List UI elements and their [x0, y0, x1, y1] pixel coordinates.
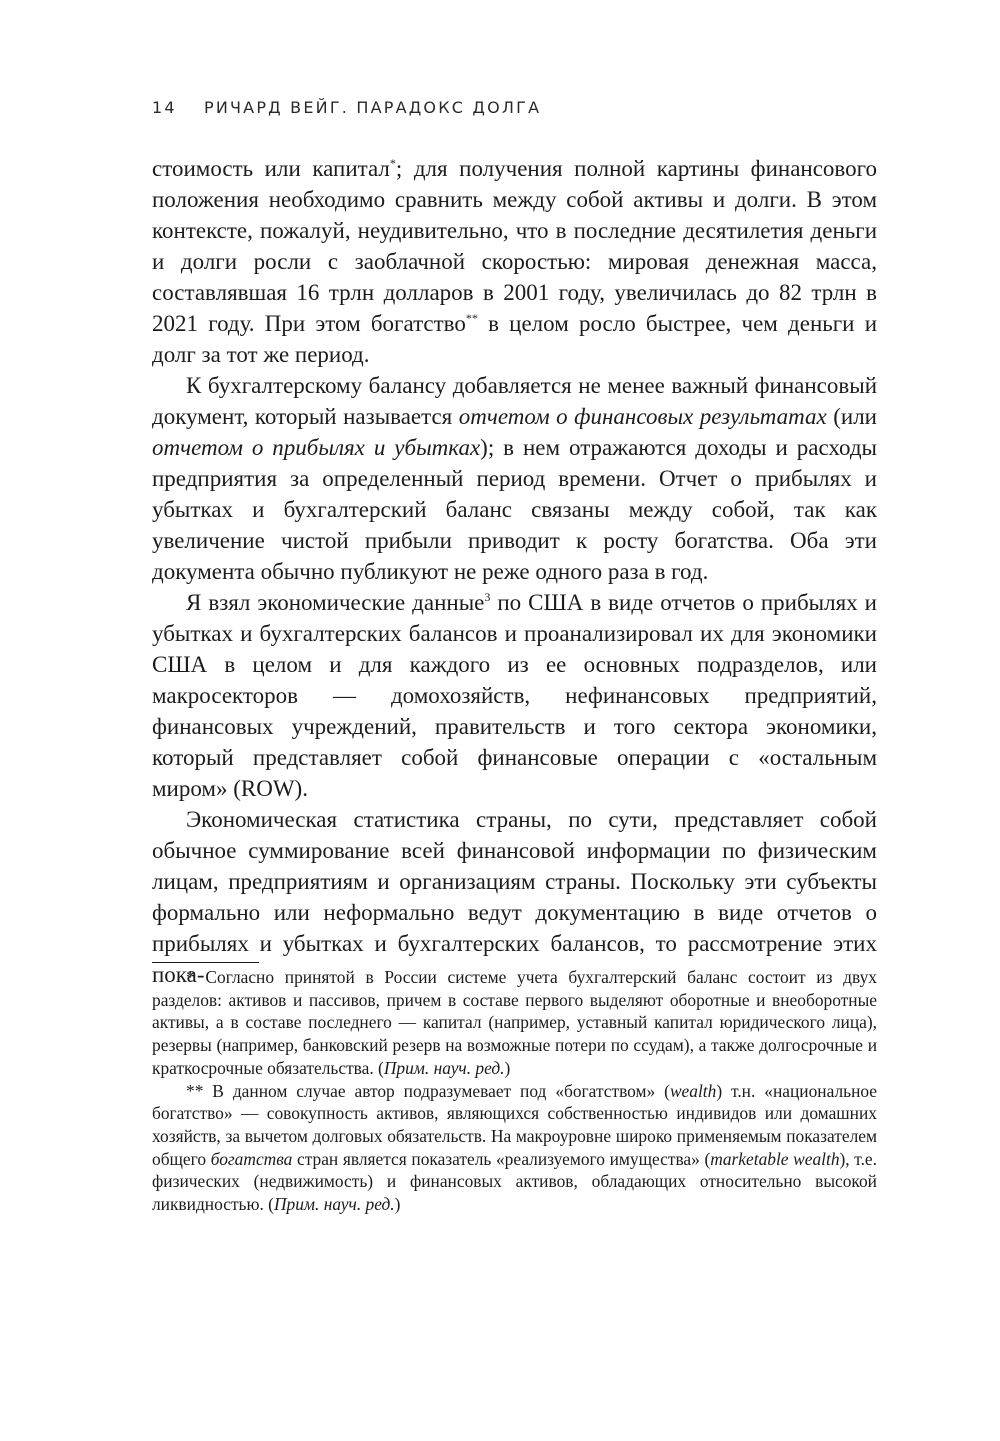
- footnote-divider: [152, 962, 259, 963]
- paragraph-2: [152, 370, 877, 587]
- paragraph-3: [152, 587, 877, 804]
- paragraph-4: [152, 804, 877, 990]
- text-run: ; для получения полной картины финансового положения необходимо сравнить между собой активы и долги. В этом контексте, пожалуй, неудивительно, что в последние десятилетия деньги и долги росли с заоблачной скоростью: мировая денежная масса, составлявшая 16 трлн долларов в 2001 году, увеличилась до 82 трлн в 2021 году. При этом богатство: [152, 156, 877, 336]
- italic-term: богатства: [210, 1148, 293, 1169]
- footnote-2: [152, 1080, 877, 1216]
- text-run: по США в виде отчетов о прибылях и убытках и бухгалтерских балансов и проанализировал их для экономики США в целом и для каждого из ее основных подразделов, или макросекторов — домохозяйств, нефинансовых предприятий, финансовых учреждений, правительств и того сектора экономики, который представляет собой финансовые операции с «остальным миром» (ROW).: [152, 590, 877, 801]
- endnote-marker: 3: [484, 590, 491, 604]
- italic-term: Прим. науч. ред.: [273, 1194, 395, 1215]
- page-number: 14: [152, 98, 177, 117]
- italic-term: отчетом о прибылях и убытках: [152, 435, 481, 460]
- text-run: Экономическая статистика страны, по сути, представляет собой обычное суммирование всей финансовой информации по физическим лицам, предприятиям и организациям страны. Поскольку эти субъекты формально или неформально ведут документацию в виде отчетов о прибылях и убытках и бухгалтерских балансов, то рассмотрение этих пока-: [152, 807, 877, 987]
- text-run: стоимость или капитал: [152, 156, 390, 181]
- footnote-marker: *: [389, 156, 396, 170]
- text-run: ); в нем отражаются доходы и расходы предприятия за определенный период времени. Отчет о прибылях и убытках и бухгалтерский баланс связаны между собой, так как увеличение чистой прибыли приводит к росту богатства. Оба эти документа обычно публикуют не реже одного раза в год.: [152, 435, 877, 584]
- text-run: в целом росло быстрее, чем деньги и долг за тот же период.: [152, 311, 877, 367]
- text-run: (или: [826, 404, 877, 429]
- running-title: РИЧАРД ВЕЙГ. ПАРАДОКС ДОЛГА: [204, 98, 542, 117]
- text-run: стран является показатель «реализуемого имущества» (: [292, 1148, 711, 1169]
- paragraph-1: [152, 153, 877, 370]
- footnotes: [152, 966, 877, 1216]
- text-run: ): [504, 1057, 511, 1078]
- text-run: ): [394, 1194, 401, 1215]
- footnote-marker: **: [465, 311, 478, 325]
- italic-term: marketable wealth: [710, 1148, 840, 1169]
- text-run: * Согласно принятой в России системе учета бухгалтерский баланс состоит из двух разделов: активов и пассивов, причем в составе первого выделяют оборотные и внеоборотные активы, а в составе последнего — капитал (например, уставный капитал юридического лица), резервы (например, банковский резерв на возможные потери по ссудам), а также долгосрочные и краткосрочные обязательства. (: [152, 967, 877, 1078]
- running-header: [152, 98, 541, 117]
- footnote-1: [152, 966, 877, 1080]
- text-run: К бухгалтерскому балансу добавляется не менее важный финансовый документ, который называется: [152, 373, 877, 429]
- italic-term: wealth: [669, 1080, 717, 1101]
- italic-term: отчетом о финансовых результатах: [458, 404, 827, 429]
- text-run: ) т.н. «национальное богатство» — совокупность активов, являющихся собственностью индивидов или домашних хозяйств, за вычетом долговых обязательств. На макроуровне широко применяемым показателем общего: [152, 1080, 877, 1169]
- text-run: ), т.е. физических (недвижимость) и финансовых активов, обладающих относительно высокой ликвидностью. (: [152, 1148, 877, 1215]
- text-run: ** В данном случае автор подразумевает под «богатством» (: [186, 1080, 670, 1101]
- text-run: Я взял экономические данные: [186, 590, 485, 615]
- main-text: [152, 153, 877, 990]
- italic-term: Прим. науч. ред.: [383, 1057, 505, 1078]
